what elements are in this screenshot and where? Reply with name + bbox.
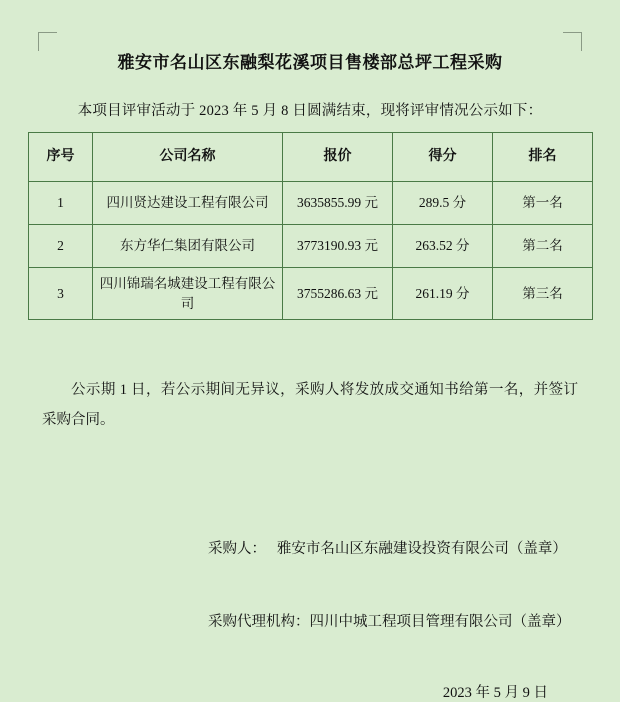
cell-company: 四川锦瑞名城建设工程有限公司: [93, 268, 283, 320]
page-title: 雅安市名山区东融梨花溪项目售楼部总坪工程采购: [117, 53, 503, 72]
cell-score: 261.19 分: [393, 268, 493, 320]
agency-value: 四川中城工程项目管理有限公司（盖章）: [309, 614, 571, 631]
cell-rank: 第一名: [493, 182, 593, 225]
buyer-value: 雅安市名山区东融建设投资有限公司（盖章）: [276, 540, 567, 557]
cell-score: 289.5 分: [393, 182, 493, 225]
column-header-rank: 排名: [493, 133, 593, 182]
cell-score: 263.52 分: [393, 225, 493, 268]
cell-price: 3755286.63 元: [283, 268, 393, 320]
cell-index: 1: [29, 182, 93, 225]
column-header-price: 报价: [283, 133, 393, 182]
intro-paragraph: 本项目评审活动于 2023 年 5 月 8 日圆满结束，现将评审情况公示如下：: [77, 103, 543, 119]
table-row: [29, 225, 593, 268]
spacer: [28, 492, 592, 534]
document-date: 2023 年 5 月 9 日: [442, 685, 548, 702]
cell-rank: 第二名: [493, 225, 593, 268]
crop-mark-top-left: [38, 32, 57, 51]
buyer-label: 采购人：: [208, 540, 266, 557]
column-header-company: 公司名称: [93, 133, 283, 182]
column-header-index: 序号: [29, 133, 93, 182]
crop-mark-top-right: [563, 32, 582, 51]
table-header-row: [29, 133, 593, 182]
notice-paragraph: 公示期 1 日，若公示期间无异议，采购人将发放成交通知书给第一名，并签订采购合同。: [42, 382, 578, 428]
table-row: [29, 268, 593, 320]
spacer: [28, 565, 592, 607]
cell-index: 2: [29, 225, 93, 268]
column-header-score: 得分: [393, 133, 493, 182]
spacer: [28, 436, 592, 492]
cell-company: 东方华仁集团有限公司: [93, 225, 283, 268]
table-row: [29, 182, 593, 225]
cell-index: 3: [29, 268, 93, 320]
spacer: [28, 320, 592, 376]
cell-price: 3635855.99 元: [283, 182, 393, 225]
buyer-signature-line: [28, 534, 592, 566]
spacer: [28, 639, 592, 681]
cell-rank: 第三名: [493, 268, 593, 320]
evaluation-results-table: [28, 132, 593, 320]
agency-signature-line: [28, 607, 592, 639]
cell-company: 四川贤达建设工程有限公司: [93, 182, 283, 225]
cell-price: 3773190.93 元: [283, 225, 393, 268]
agency-label: 采购代理机构：: [208, 614, 310, 631]
